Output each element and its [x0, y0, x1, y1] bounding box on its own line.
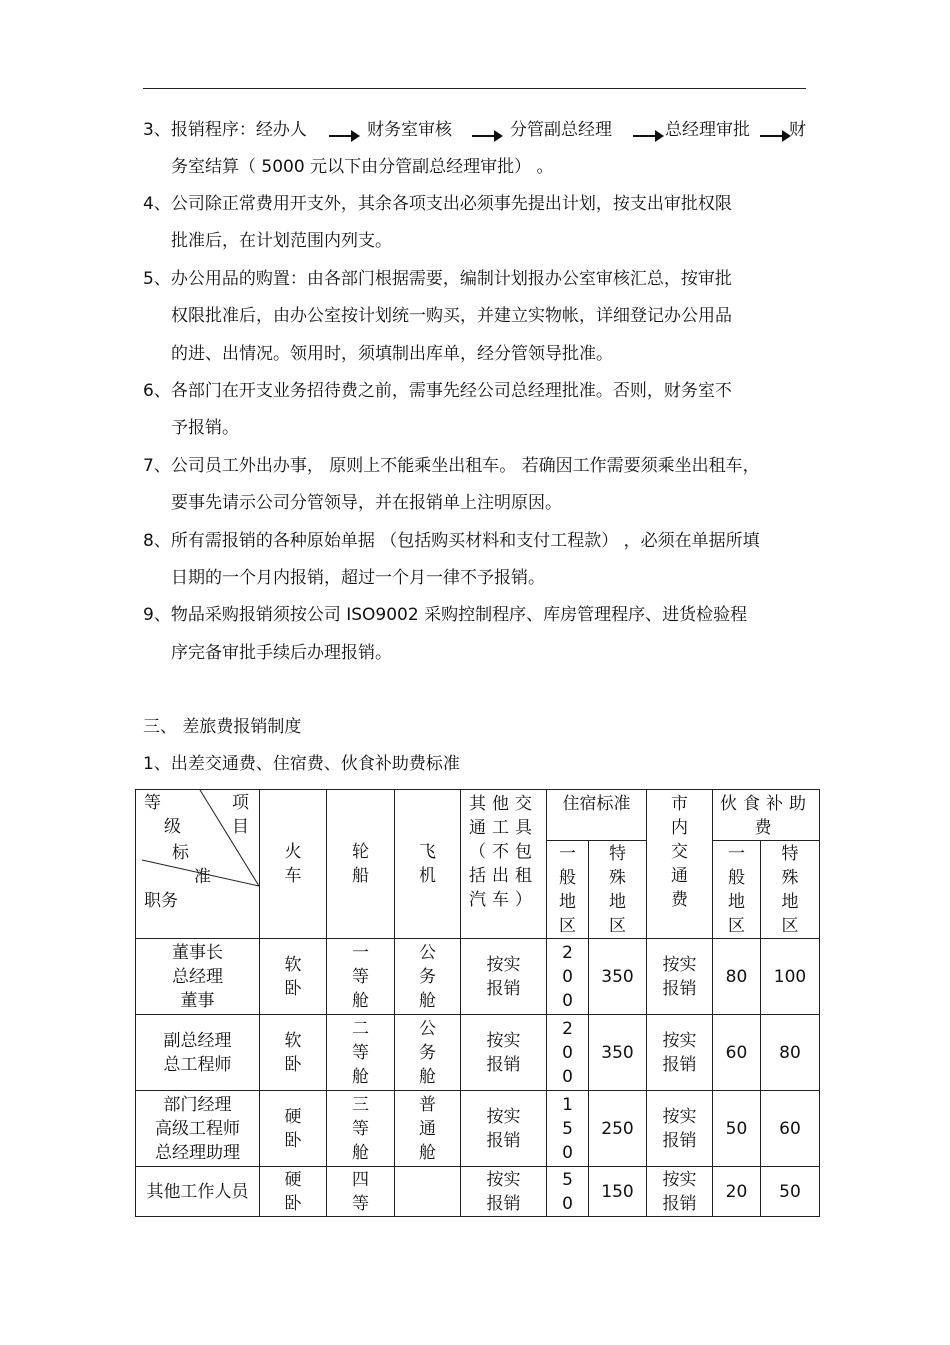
cell-ship-text: 三等舱	[352, 1094, 369, 1163]
header-meal: 伙食补助费	[713, 790, 820, 841]
header-row-1	[136, 790, 820, 841]
cell-city-transport-text: 按实报销	[662, 1106, 697, 1151]
cell-other-transport	[461, 939, 547, 1015]
cell-meal-special	[761, 1091, 820, 1167]
cell-other-transport-text: 按实报销	[486, 1169, 521, 1214]
cell-lodging-special	[589, 1167, 647, 1217]
cell-lodging-special-text: 350	[601, 1042, 634, 1063]
cell-ship	[327, 1167, 395, 1217]
cell-train	[260, 1015, 327, 1091]
cell-city-transport-text: 按实报销	[662, 1169, 697, 1214]
cell-city-transport-text: 按实报销	[662, 1030, 697, 1075]
table-row	[136, 1167, 820, 1217]
cell-ship	[327, 1015, 395, 1091]
header-train: 火车	[260, 790, 327, 939]
item-9-line2: 序完备审批手续后办理报销。	[171, 643, 392, 663]
cell-ship-text: 四等	[352, 1169, 369, 1214]
cell-lodging-special	[589, 939, 647, 1015]
cell-plane	[395, 1167, 461, 1217]
item-6-line1: 6、各部门在开支业务招待费之前，需事先经公司总经理批准。否则，财务室不	[143, 381, 732, 401]
section-subheading: 1、出差交通费、住宿费、伙食补助费标准	[143, 754, 460, 774]
cell-meal-special	[761, 1167, 820, 1217]
table-row	[136, 939, 820, 1015]
cell-plane	[395, 939, 461, 1015]
cell-plane	[395, 1091, 461, 1167]
cell-lodging-general-text: 50	[562, 1169, 573, 1214]
cell-position-text: 部门经理 高级工程师 总经理助理	[155, 1094, 240, 1163]
cell-ship-text: 一等舱	[352, 942, 369, 1011]
item-3-step2: 分管副总经理	[510, 120, 612, 140]
cell-city-transport-text: 按实报销	[662, 954, 697, 999]
item-4-line2: 批准后，在计划范围内列支。	[171, 231, 392, 251]
section-heading: 三、 差旅费报销制度	[143, 717, 302, 737]
cell-city-transport	[647, 1167, 713, 1217]
cell-plane-text: 普通舱	[419, 1094, 436, 1163]
cell-lodging-general-text: 200	[562, 1018, 573, 1087]
cell-lodging-special-text: 150	[601, 1181, 634, 1202]
cell-lodging-general	[547, 1167, 589, 1217]
item-3-step3: 总经理审批	[665, 120, 750, 140]
table-row	[136, 1091, 820, 1167]
item-6-line2: 予报销。	[171, 418, 239, 438]
cell-meal-special	[761, 1015, 820, 1091]
cell-lodging-special-text: 350	[601, 966, 634, 987]
cell-other-transport	[461, 1091, 547, 1167]
header-lodging: 住宿标准	[547, 790, 647, 841]
cell-position-text: 董事长 总经理 董事	[172, 942, 223, 1011]
cell-lodging-special	[589, 1091, 647, 1167]
item-7-line2: 要事先请示公司分管领导，并在报销单上注明原因。	[171, 493, 562, 513]
item-9-line1: 9、物品采购报销须按公司 ISO9002 采购控制程序、库房管理程序、进货检验程	[143, 605, 748, 625]
item-5-line3: 的进、出情况。领用时，须填制出库单，经分管领导批准。	[171, 344, 613, 364]
cell-meal-general	[713, 1091, 761, 1167]
cell-other-transport-text: 按实报销	[486, 1106, 521, 1151]
item-3-prefix: 3、报销程序：经办人	[143, 120, 307, 140]
cell-meal-special-text: 60	[779, 1118, 801, 1139]
header-other-transport: 其他交通工具（不包括出租汽车）	[461, 790, 547, 939]
cell-position	[136, 1091, 260, 1167]
cell-train-text: 硬卧	[284, 1106, 302, 1151]
cell-ship	[327, 1091, 395, 1167]
corner-header	[136, 790, 260, 939]
item-5-line1: 5、办公用品的购置：由各部门根据需要，编制计划报办公室审核汇总，按审批	[143, 269, 732, 289]
cell-train-text: 软卧	[284, 954, 302, 999]
corner-zhiwu: 职务	[144, 891, 178, 911]
corner-ji: 级	[164, 817, 181, 837]
cell-meal-general-text: 20	[725, 1181, 748, 1202]
cell-position	[136, 1167, 260, 1217]
top-rule	[143, 88, 806, 89]
cell-position	[136, 1015, 260, 1091]
cell-meal-general-text: 60	[725, 1042, 748, 1063]
cell-position-text: 副总经理 总工程师	[163, 1030, 232, 1075]
cell-meal-general-text: 50	[725, 1118, 748, 1139]
cell-lodging-special-text: 250	[601, 1118, 634, 1139]
corner-mu: 目	[232, 817, 249, 837]
cell-other-transport	[461, 1015, 547, 1091]
item-8-line2: 日期的一个月内报销，超过一个月一律不予报销。	[171, 568, 545, 588]
item-3-step1: 财务室审核	[367, 120, 452, 140]
cell-meal-general	[713, 1167, 761, 1217]
cell-city-transport	[647, 1015, 713, 1091]
cell-lodging-general-text: 150	[562, 1094, 573, 1163]
cell-other-transport-text: 按实报销	[486, 954, 521, 999]
cell-train	[260, 1091, 327, 1167]
cell-lodging-general	[547, 1091, 589, 1167]
header-meal-special: 特殊地区	[761, 841, 820, 939]
cell-plane-text: 公务舱	[419, 1018, 436, 1087]
cell-lodging-general-text: 200	[562, 942, 573, 1011]
item-4-line1: 4、公司除正常费用开支外，其余各项支出必须事先提出计划，按支出审批权限	[143, 194, 732, 214]
cell-position	[136, 939, 260, 1015]
cell-plane-text: 公务舱	[419, 942, 436, 1011]
cell-meal-special-text: 80	[779, 1042, 801, 1063]
header-plane: 飞机	[395, 790, 461, 939]
cell-meal-special-text: 100	[773, 966, 807, 987]
table-row	[136, 1015, 820, 1091]
corner-biao: 标	[172, 843, 189, 863]
corner-xiang: 项	[232, 793, 249, 813]
cell-other-transport-text: 按实报销	[486, 1030, 521, 1075]
cell-meal-general	[713, 1015, 761, 1091]
cell-plane	[395, 1015, 461, 1091]
cell-train	[260, 1167, 327, 1217]
cell-city-transport	[647, 939, 713, 1015]
header-lodging-special: 特殊地区	[589, 841, 647, 939]
cell-train-text: 软卧	[284, 1030, 302, 1075]
header-meal-general: 一般地区	[713, 841, 761, 939]
item-7-line1: 7、公司员工外出办事， 原则上不能乘坐出租车。 若确因工作需要须乘坐出租车，	[143, 456, 760, 476]
item-5-line2: 权限批准后，由办公室按计划统一购买，并建立实物帐，详细登记办公用品	[171, 306, 732, 326]
corner-deng: 等	[144, 793, 161, 813]
cell-other-transport	[461, 1167, 547, 1217]
header-city-transport: 市内交通费	[647, 790, 713, 939]
cell-train-text: 硬卧	[284, 1169, 302, 1214]
travel-allowance-table	[135, 789, 820, 1217]
cell-meal-general-text: 80	[725, 966, 748, 987]
cell-meal-special-text: 50	[779, 1181, 801, 1202]
item-8-line1: 8、所有需报销的各种原始单据 （包括购买材料和支付工程款） ，必须在单据所填	[143, 531, 760, 551]
item-3-step4: 财	[789, 120, 806, 140]
header-lodging-general: 一般地区	[547, 841, 589, 939]
cell-ship-text: 二等舱	[352, 1018, 369, 1087]
corner-zhun: 准	[194, 867, 211, 887]
cell-position-text: 其他工作人员	[146, 1181, 249, 1202]
cell-train	[260, 939, 327, 1015]
cell-city-transport	[647, 1091, 713, 1167]
cell-meal-special	[761, 939, 820, 1015]
cell-lodging-general	[547, 1015, 589, 1091]
cell-lodging-general	[547, 939, 589, 1015]
item-3-line2: 务室结算（ 5000 元以下由分管副总经理审批） 。	[171, 157, 554, 177]
cell-ship	[327, 939, 395, 1015]
cell-lodging-special	[589, 1015, 647, 1091]
cell-meal-general	[713, 939, 761, 1015]
header-ship: 轮船	[327, 790, 395, 939]
